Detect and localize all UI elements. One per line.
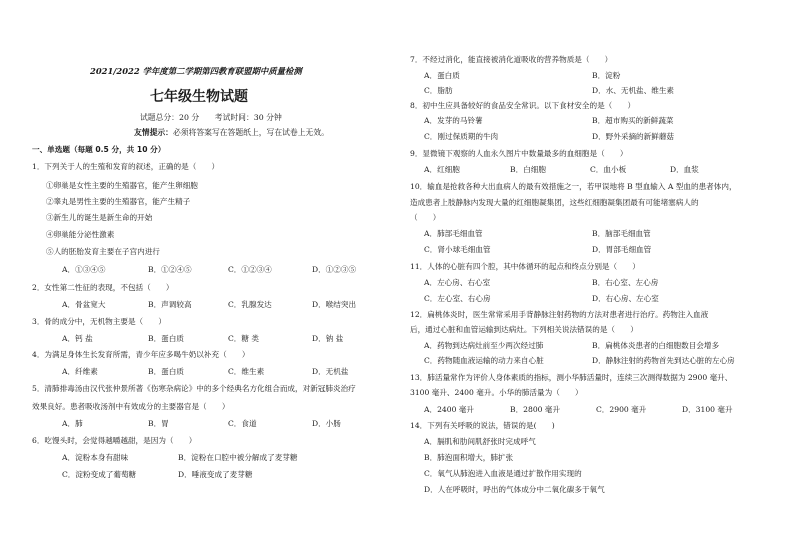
q1-option-d: D．①②③⑤ (312, 265, 357, 274)
q3-option-d: D．钠 盐 (312, 334, 344, 343)
q4-option-c: C．维生素 (228, 367, 265, 376)
q13-option-a: A．2400 毫升 (424, 405, 475, 414)
q12-option-a: A．药物到达病灶前至少两次经过肺 (424, 341, 544, 350)
q9-option-b: B．白细胞 (510, 165, 546, 174)
question-13-line-2: 3100 毫升、2400 毫升。小华的肺活量为（ ） (410, 388, 583, 397)
q10-option-b: B．脑部毛细血管 (592, 229, 651, 238)
q10-option-a: A．肺部毛细血管 (424, 229, 483, 238)
q13-option-d: D．3100 毫升 (682, 405, 733, 414)
q1-option-b: B．①②④⑤ (148, 265, 192, 274)
score-line: 试题总分：20 分 考试时间：30 分钟 (140, 113, 282, 122)
question-1: 1．下列关于人的生殖和发育的叙述，正确的是（ ） (32, 162, 220, 171)
q8-option-a: A．发芽的马铃薯 (424, 116, 483, 125)
q14-option-c: C．氧气从肺泡进入血液是通过扩散作用实现的 (424, 469, 582, 478)
q6-option-b: B．淀粉在口腔中被分解成了麦芽糖 (178, 453, 298, 462)
question-9: 9．显微镜下观察的人血永久图片中数量最多的血细胞是（ ） (410, 149, 628, 158)
question-6: 6．吃馒头时，会觉得越嚼越甜，是因为（ ） (32, 436, 197, 445)
q9-option-a: A．红细胞 (424, 165, 460, 174)
q5-option-c: C．食道 (228, 419, 257, 428)
q3-option-a: A．钙 盐 (62, 334, 93, 343)
q7-option-c: C．脂肪 (424, 86, 453, 95)
q3-option-c: C．糖 类 (228, 334, 260, 343)
q14-option-a: A．膈肌和肋间肌舒张时完成呼气 (424, 437, 536, 446)
q14-option-b: B．肺泡面积增大，肺扩张 (424, 453, 514, 462)
q4-option-b: B．蛋白质 (148, 367, 184, 376)
q9-option-d: D．血浆 (670, 165, 699, 174)
notice-label: 友情提示： (134, 128, 173, 137)
q13-option-c: C．2900 毫升 (596, 405, 647, 414)
q11-option-d: D．右心房、左心室 (592, 294, 659, 303)
q10-option-c: C．肾小球毛细血管 (424, 245, 491, 254)
q6-option-a: A．淀粉本身有甜味 (62, 453, 129, 462)
q5-option-d: D．小肠 (312, 419, 341, 428)
notice-line (134, 129, 329, 137)
q1-item: ②睾丸是男性主要的生殖器官，能产生精子 (46, 197, 191, 206)
q11-option-a: A．左心房、右心室 (424, 278, 491, 287)
q8-option-c: C．刚过保质期的牛肉 (424, 132, 499, 141)
q4-option-a: A．纤维素 (62, 367, 98, 376)
q12-option-d: D．静脉注射的药物首先到达心脏的左心房 (592, 356, 735, 365)
question-5-line-2: 效果良好。患者吸收汤剂中有效成分的主要器官是（ ） (32, 402, 230, 411)
q3-option-b: B．蛋白质 (148, 334, 184, 343)
q7-option-d: D．水、无机盐、维生素 (592, 86, 675, 95)
question-12-line-2: 后，通过心脏和血管运输到达病灶。下列相关说法错误的是（ ） (410, 325, 638, 334)
notice-text: 必须将答案写在答题纸上，写在试卷上无效。 (172, 128, 329, 137)
left-column (32, 0, 404, 544)
q1-item: ③新生儿的诞生是新生命的开始 (46, 213, 153, 222)
q6-option-c: C．淀粉变成了葡萄糖 (62, 470, 137, 479)
q11-option-c: C．左心室、右心房 (424, 294, 491, 303)
question-14: 14．下列有关呼吸的说法，错误的是( ) (410, 421, 555, 430)
q12-option-c: C．药物随血液运输的动力来自心脏 (424, 356, 544, 365)
q14-option-d: D．人在呼吸时，呼出的气体成分中二氧化碳多于氧气 (424, 485, 605, 494)
q1-item: ①卵巢是女性主要的生殖器官，能产生卵细胞 (46, 181, 198, 190)
exam-header: 2021/2022 学年度第二学期第四教育联盟期中质量检测 (90, 66, 302, 76)
q2-option-d: D．喉结突出 (312, 300, 357, 309)
question-5-line-1: 5．清肺排毒汤由汉代张仲景所著《伤寒杂病论》中的多个经典名方化组合而成，对新冠肺炎治疗 (32, 384, 356, 393)
q8-option-b: B．超市购买的新鲜蔬菜 (592, 116, 674, 125)
right-column (410, 0, 782, 544)
q7-option-b: B．淀粉 (592, 71, 621, 80)
q7-option-a: A．蛋白质 (424, 71, 460, 80)
q1-option-c: C．①②③④ (228, 265, 272, 274)
q10-option-d: D．胃部毛细血管 (592, 245, 652, 254)
question-10-line-1: 10．输血是抢救各种大出血病人的最有效措施之一，若甲误地将 B 型血输入 A 型血的患者体内， (410, 182, 737, 191)
question-10-line-2: 造成患者上肢静脉内发现大量的红细胞凝集团，这些红细胞凝集团最有可能堵塞病人的 (410, 198, 699, 207)
question-12-line-1: 12．扁桃体炎时，医生常常采用手背静脉注射药物的方法对患者进行治疗。药物注入血液 (410, 310, 709, 319)
q1-item: ⑤人的胚胎发育主要在子宫内进行 (46, 247, 160, 256)
q2-option-b: B．声调较高 (148, 300, 192, 309)
q2-option-c: C．乳腺发达 (228, 300, 272, 309)
q8-option-d: D．野外采摘的新鲜蘑菇 (592, 132, 675, 141)
question-13-line-1: 13．肺活量常作为评价人身体素质的指标，测小华肺活量时，连续三次测得数据为 2900 毫升、 (410, 373, 733, 382)
q1-item: ④卵巢能分泌性激素 (46, 230, 115, 239)
q11-option-b: B．右心室、左心房 (592, 278, 659, 287)
question-4: 4．为满足身体生长发育所需，青少年应多喝牛奶以补充（ ） (32, 350, 250, 359)
question-10-line-3: （ ） (410, 213, 441, 222)
q12-option-b: B．扁桃体炎患者的白细胞数目会增多 (592, 341, 720, 350)
q5-option-a: A．肺 (62, 419, 83, 428)
exam-title: 七年级生物试题 (150, 89, 248, 105)
q1-option-a: A．①③④⑤ (62, 265, 106, 274)
question-2: 2．女性第二性征的表现，不包括（ ） (32, 283, 174, 292)
q4-option-d: D．无机盐 (312, 367, 349, 376)
section-title: 一、单选题（每题 0.5 分，共 10 分） (32, 145, 166, 154)
q13-option-b: B．2800 毫升 (510, 405, 561, 414)
question-7: 7．不经过消化，能直接被消化道吸收的营养物质是（ ） (410, 55, 613, 64)
q6-option-d: D．唾液变成了麦芽糖 (178, 470, 253, 479)
q5-option-b: B．胃 (148, 419, 169, 428)
q9-option-c: C．血小板 (590, 165, 627, 174)
q2-option-a: A．骨盆宽大 (62, 300, 106, 309)
question-11: 11．人体的心脏有四个腔，其中体循环的起点和终点分别是（ ） (410, 262, 640, 271)
question-8: 8．初中生应具备较好的食品安全常识。以下食材安全的是（ ） (410, 101, 636, 110)
question-3: 3．骨的成分中，无机物主要是（ ） (32, 317, 166, 326)
